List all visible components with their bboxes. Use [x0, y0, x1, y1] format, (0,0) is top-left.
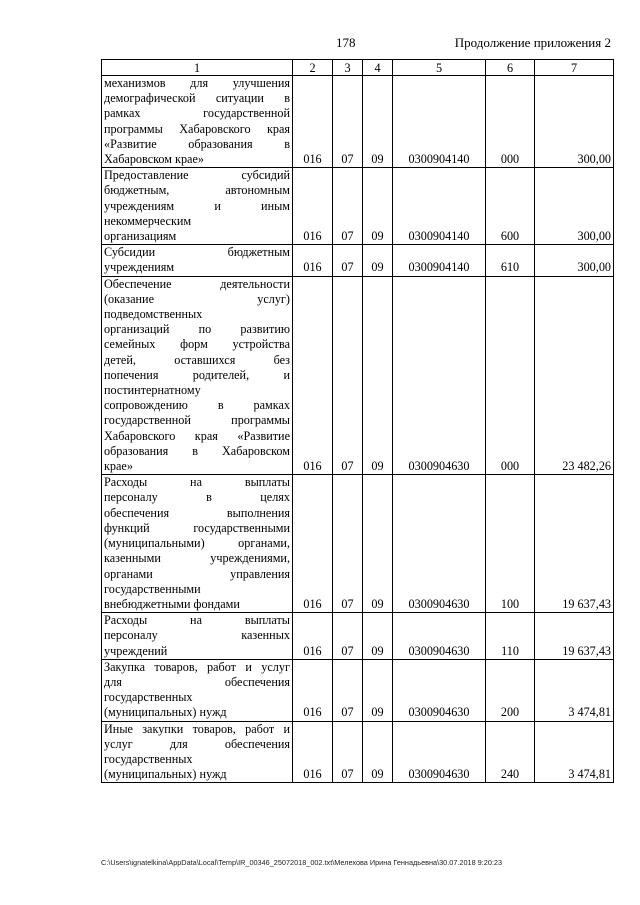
- row-description: [102, 245, 293, 276]
- amount-value: 300,00: [535, 168, 614, 245]
- table-row: [102, 168, 614, 245]
- row-description: [102, 721, 293, 783]
- description-line: семейных форм устройства: [104, 337, 290, 352]
- description-line: «Развитие образования в: [104, 136, 290, 151]
- subsection-code: 09: [363, 613, 393, 660]
- expense-type-code: 000: [486, 276, 535, 475]
- description-line: государственных: [104, 751, 193, 766]
- description-line: персоналу в целях: [104, 490, 290, 505]
- description-line: Хабаровском крае»: [104, 152, 204, 167]
- table-row: [102, 475, 614, 613]
- description-line: организаций по развитию: [104, 322, 290, 337]
- description-line: (муниципальными) органами,: [104, 536, 290, 551]
- amount-value: 19 637,43: [535, 475, 614, 613]
- footer-file-path: C:\Users\ignatelkina\AppData\Local\Temp\IR_00346_25072018_002.txt\Мелехова Ирина Геннадьевна\30.07.2018 9:20:23: [101, 858, 503, 867]
- description-line: бюджетным, автономным: [104, 183, 290, 198]
- target-article-code: 0300904630: [393, 475, 486, 613]
- ministry-code: 016: [293, 76, 333, 168]
- column-header: 4: [363, 60, 393, 76]
- table-row: [102, 276, 614, 475]
- target-article-code: 0300904140: [393, 245, 486, 276]
- expense-type-code: 240: [486, 721, 535, 783]
- row-description: [102, 475, 293, 613]
- expense-type-code: 100: [486, 475, 535, 613]
- section-code: 07: [333, 276, 363, 475]
- description-line: (муниципальных) нужд: [104, 705, 227, 720]
- description-line: учреждениям и иным: [104, 198, 290, 213]
- ministry-code: 016: [293, 613, 333, 660]
- description-line: попечения родителей, и: [104, 367, 290, 382]
- description-line: органами управления: [104, 566, 290, 581]
- amount-value: 300,00: [535, 245, 614, 276]
- ministry-code: 016: [293, 475, 333, 613]
- expense-type-code: 000: [486, 76, 535, 168]
- page-number: 178: [336, 35, 356, 50]
- column-header: 7: [535, 60, 614, 76]
- description-line: Субсидии бюджетным: [104, 245, 290, 260]
- description-line: Расходы на выплаты: [104, 475, 290, 490]
- description-line: государственной программы: [104, 413, 290, 428]
- row-description: [102, 168, 293, 245]
- column-header: 5: [393, 60, 486, 76]
- table-header-row: [102, 60, 614, 76]
- description-line: Закупка товаров, работ и услуг: [104, 659, 290, 674]
- description-line: программы Хабаровского края: [104, 121, 290, 136]
- subsection-code: 09: [363, 168, 393, 245]
- section-code: 07: [333, 245, 363, 276]
- amount-value: 300,00: [535, 76, 614, 168]
- expense-type-code: 610: [486, 245, 535, 276]
- description-line: внебюджетными фондами: [104, 596, 240, 611]
- target-article-code: 0300904630: [393, 659, 486, 721]
- target-article-code: 0300904140: [393, 76, 486, 168]
- continuation-label: Продолжение приложения 2: [454, 35, 611, 50]
- ministry-code: 016: [293, 245, 333, 276]
- expense-type-code: 200: [486, 659, 535, 721]
- description-line: функций государственными: [104, 520, 290, 535]
- section-code: 07: [333, 475, 363, 613]
- description-line: подведомственных: [104, 307, 203, 322]
- description-line: услуг для обеспечения: [104, 736, 290, 751]
- description-line: Хабаровского края «Развитие: [104, 428, 290, 443]
- target-article-code: 0300904630: [393, 276, 486, 475]
- table-row: [102, 659, 614, 721]
- table-body: [102, 76, 614, 783]
- description-line: государственных: [104, 690, 193, 705]
- ministry-code: 016: [293, 168, 333, 245]
- subsection-code: 09: [363, 721, 393, 783]
- description-line: персоналу казенных: [104, 628, 290, 643]
- column-header: 1: [102, 60, 293, 76]
- amount-value: 23 482,26: [535, 276, 614, 475]
- description-line: детей, оставшихся без: [104, 352, 290, 367]
- description-line: обеспечения выполнения: [104, 505, 290, 520]
- description-line: некоммерческим: [104, 213, 192, 228]
- description-line: Обеспечение деятельности: [104, 276, 290, 291]
- column-header: 2: [293, 60, 333, 76]
- subsection-code: 09: [363, 659, 393, 721]
- ministry-code: 016: [293, 659, 333, 721]
- description-line: демографической ситуации в: [104, 91, 290, 106]
- description-line: (муниципальных) нужд: [104, 767, 227, 782]
- amount-value: 3 474,81: [535, 721, 614, 783]
- expense-type-code: 110: [486, 613, 535, 660]
- description-line: механизмов для улучшения: [104, 76, 290, 90]
- section-code: 07: [333, 721, 363, 783]
- description-line: постинтернатному: [104, 383, 201, 398]
- description-line: казенными учреждениями,: [104, 551, 290, 566]
- description-line: образования в Хабаровском: [104, 443, 290, 458]
- description-line: сопровождению в рамках: [104, 398, 290, 413]
- budget-table: [101, 59, 614, 783]
- row-description: [102, 276, 293, 475]
- table-row: [102, 245, 614, 276]
- row-description: [102, 76, 293, 168]
- table-row: [102, 613, 614, 660]
- section-code: 07: [333, 76, 363, 168]
- subsection-code: 09: [363, 475, 393, 613]
- amount-value: 3 474,81: [535, 659, 614, 721]
- description-line: крае»: [104, 459, 133, 474]
- description-line: (оказание услуг): [104, 291, 290, 306]
- section-code: 07: [333, 613, 363, 660]
- description-line: Иные закупки товаров, работ и: [104, 721, 290, 736]
- column-header: 3: [333, 60, 363, 76]
- description-line: для обеспечения: [104, 674, 290, 689]
- subsection-code: 09: [363, 276, 393, 475]
- target-article-code: 0300904630: [393, 613, 486, 660]
- section-code: 07: [333, 659, 363, 721]
- description-line: государственными: [104, 581, 201, 596]
- target-article-code: 0300904140: [393, 168, 486, 245]
- description-line: рамках государственной: [104, 106, 290, 121]
- subsection-code: 09: [363, 245, 393, 276]
- target-article-code: 0300904630: [393, 721, 486, 783]
- expense-type-code: 600: [486, 168, 535, 245]
- description-line: Расходы на выплаты: [104, 613, 290, 628]
- description-line: организациям: [104, 229, 177, 244]
- column-header: 6: [486, 60, 535, 76]
- section-code: 07: [333, 168, 363, 245]
- table-row: [102, 76, 614, 168]
- amount-value: 19 637,43: [535, 613, 614, 660]
- subsection-code: 09: [363, 76, 393, 168]
- description-line: учреждениям: [104, 260, 175, 275]
- description-line: учреждений: [104, 643, 168, 658]
- ministry-code: 016: [293, 276, 333, 475]
- row-description: [102, 659, 293, 721]
- description-line: Предоставление субсидий: [104, 168, 290, 183]
- row-description: [102, 613, 293, 660]
- table-row: [102, 721, 614, 783]
- ministry-code: 016: [293, 721, 333, 783]
